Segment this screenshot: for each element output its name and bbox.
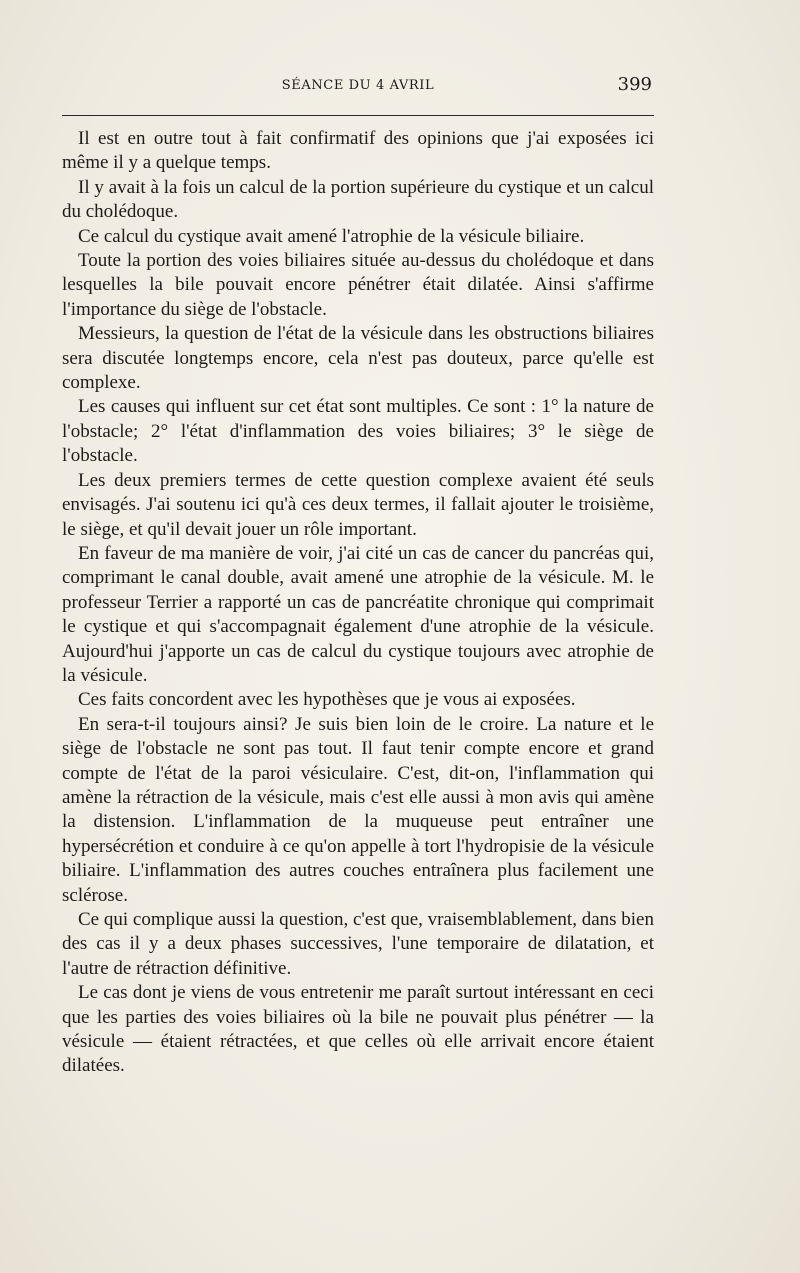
header-rule [62,115,654,116]
paragraph: Les causes qui influent sur cet état sont multiples. Ce sont : 1° la nature de l'obstacle; 2° l'état d'inflammation des voies biliaires; 3° le siège de l'obstacle. [62,396,654,467]
paragraph: Il est en outre tout à fait confirmatif des opinions que j'ai exposées ici même il y a quelque temps. [62,128,654,174]
paragraph: Ce qui complique aussi la question, c'est que, vraisemblablement, dans bien des cas il y a deux phases successives, l'une temporaire de dilatation, et l'autre de rétraction définitive. [62,909,654,979]
paragraph: Messieurs, la question de l'état de la vésicule dans les obstructions biliaires sera discutée longtemps encore, cela n'est pas douteux, parce qu'elle est complexe. [62,323,654,394]
paragraph: Ce calcul du cystique avait amené l'atrophie de la vésicule biliaire. [78,225,585,247]
page-number: 399 [617,74,652,95]
paragraph: En sera-t-il toujours ainsi? Je suis bien loin de le croire. La nature et le siège de l'obstacle ne sont pas tout. Il faut tenir compte encore et grand compte de l'état de la paroi vésiculaire. C'est, dit-on, l'inflammation qui amène la rétraction de la vésicule, mais c'est elle aussi à mon avis qui amène la distension. L'inflammation de la muqueuse peut entraîner une hypersécrétion et conduire à ce qu'on appelle à tort l'hydropisie de la vésicule biliaire. L'inflammation des autres couches entraînera plus facilement une sclérose. [62,713,654,906]
running-head: SÉANCE DU 4 AVRIL [281,78,435,93]
paragraph: Ces faits concordent avec les hypothèses que je vous ai exposées. [78,689,576,711]
paragraph: Toute la portion des voies biliaires située au-dessus du cholédoque et dans lesquelles la bile pouvait encore pénétrer était dilatée. Ainsi s'affirme l'importance du siège de l'obstacle. [62,250,654,320]
page-header [62,74,654,104]
paragraph: Il y avait à la fois un calcul de la portion supérieure du cystique et un calcul du cholédoque. [62,176,654,223]
body-text [62,127,654,1079]
paragraph: Les deux premiers termes de cette question complexe avaient été seuls envisagés. J'ai soutenu ici qu'à ces deux termes, il fallait ajouter le troisième, le siège, et qu'il devait jouer un rôle important. [62,469,654,540]
paragraph: En faveur de ma manière de voir, j'ai cité un cas de cancer du pancréas qui, comprimant le canal double, avait amené une atrophie de la vésicule. M. le professeur Terrier a rapporté un cas de pancréatite chronique qui comprimait le cystique et qui s'accompagnait également d'une atrophie de la vésicule. Aujourd'hui j'apporte un cas de calcul du cystique toujours avec atrophie de la vésicule. [62,542,654,686]
paragraph: Le cas dont je viens de vous entretenir me paraît surtout intéressant en ceci que les parties des voies biliaires où la bile ne pouvait plus pénétrer — la vésicule — étaient rétractées, et que celles où elle arrivait encore étaient dilatées. [62,982,654,1077]
